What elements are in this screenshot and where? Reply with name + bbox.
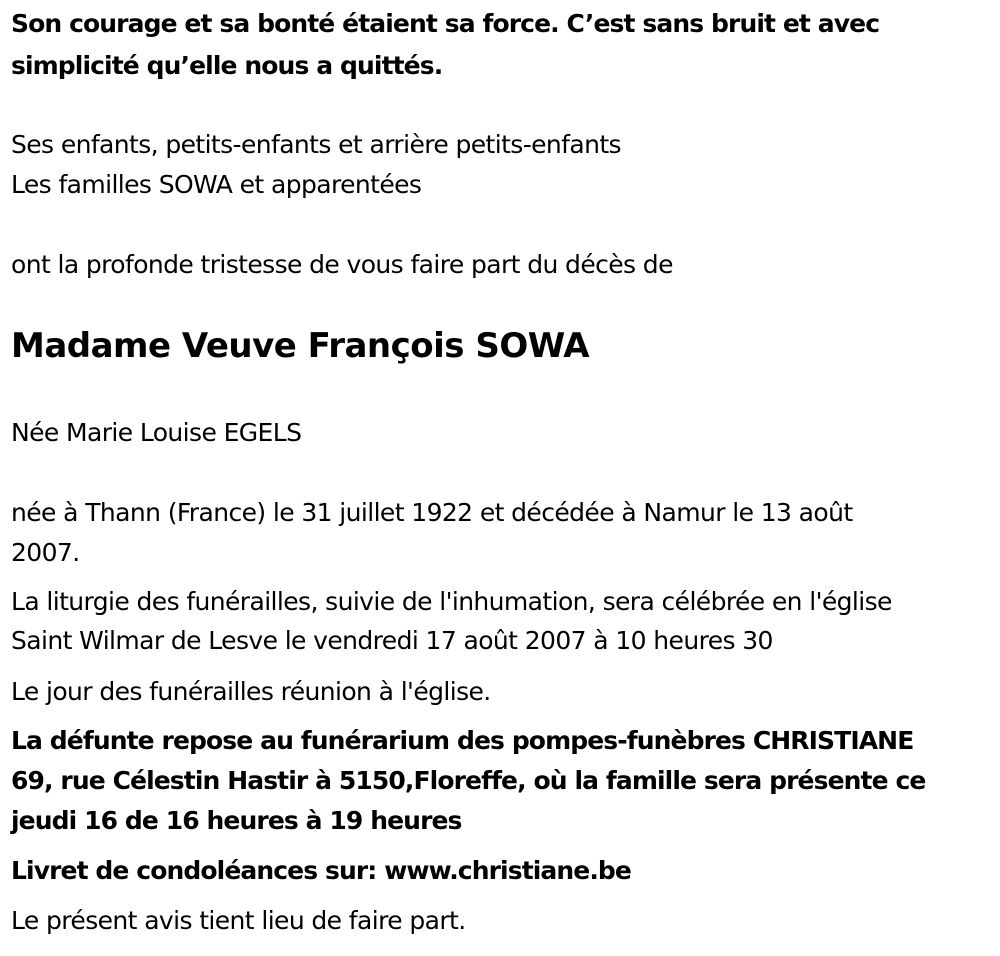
meeting-text: Le jour des funérailles réunion à l'église.	[11, 677, 491, 706]
birth-death-line-1: née à Thann (France) le 31 juillet 1922 et décédée à Namur le 13 août	[11, 498, 853, 527]
funerarium-line-3: jeudi 16 de 16 heures à 19 heures	[11, 806, 462, 835]
epitaph-line-1: Son courage et sa bonté étaient sa force. C’est sans bruit et avec	[11, 9, 880, 38]
condolences-link-text: Livret de condoléances sur: www.christiane.be	[11, 856, 631, 885]
family-line-1: Ses enfants, petits-enfants et arrière petits-enfants	[11, 130, 621, 159]
announcement-text: ont la profonde tristesse de vous faire part du décès de	[11, 250, 673, 279]
closing-text: Le présent avis tient lieu de faire part.	[11, 906, 466, 935]
liturgy-line-1: La liturgie des funérailles, suivie de l'inhumation, sera célébrée en l'église	[11, 587, 892, 616]
funerarium-line-2: 69, rue Célestin Hastir à 5150,Floreffe, où la famille sera présente ce	[11, 766, 926, 795]
funerarium-line-1: La défunte repose au funérarium des pompes-funèbres CHRISTIANE	[11, 726, 914, 755]
birth-death-line-2: 2007.	[11, 538, 80, 567]
maiden-name: Née Marie Louise EGELS	[11, 418, 302, 447]
liturgy-line-2: Saint Wilmar de Lesve le vendredi 17 août 2007 à 10 heures 30	[11, 626, 773, 655]
deceased-name-heading: Madame Veuve François SOWA	[11, 326, 590, 366]
family-line-2: Les familles SOWA et apparentées	[11, 170, 422, 199]
epitaph-line-2: simplicité qu’elle nous a quittés.	[11, 51, 443, 80]
